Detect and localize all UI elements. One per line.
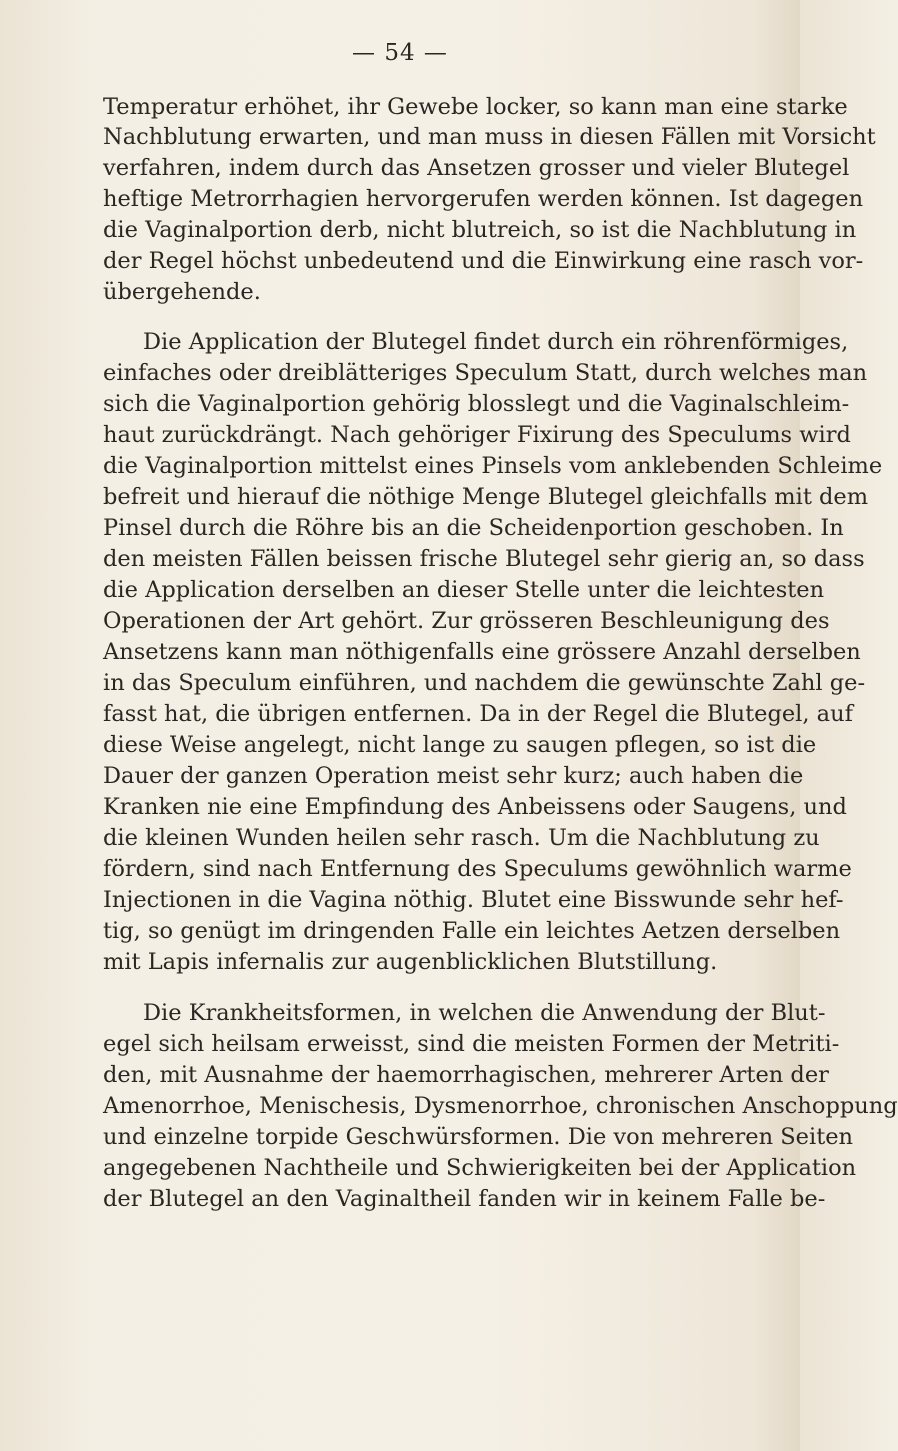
- text-line: der Blutegel an den Vaginaltheil fanden wir in keinem Falle be-: [103, 1186, 826, 1212]
- text-line: der Regel höchst unbedeutend und die Einwirkung eine rasch vor-: [103, 248, 864, 274]
- text-line: sich die Vaginalportion gehörig blosslegt und die Vaginalschleim-: [103, 391, 850, 417]
- text-line: Pinsel durch die Röhre bis an die Scheidenportion geschoben. In: [103, 515, 844, 541]
- text-line: befreit und hierauf die nöthige Menge Blutegel gleichfalls mit dem: [103, 484, 869, 510]
- text-line: Injectionen in die Vagina nöthig. Blutet eine Bisswunde sehr hef-: [103, 887, 844, 913]
- text-line: fördern, sind nach Entfernung des Speculums gewöhnlich warme: [103, 856, 852, 882]
- text-line: in das Speculum einführen, und nachdem die gewünschte Zahl ge-: [103, 670, 866, 696]
- text-line: die Vaginalportion derb, nicht blutreich, so ist die Nachblutung in: [103, 217, 857, 243]
- text-line: egel sich heilsam erweisst, sind die meisten Formen der Metriti-: [103, 1031, 840, 1057]
- text-line: heftige Metrorrhagien hervorgerufen werden können. Ist dagegen: [103, 186, 864, 212]
- text-line: verfahren, indem durch das Ansetzen grosser und vieler Blutegel: [103, 155, 850, 181]
- text-line: übergehende.: [103, 279, 261, 305]
- text-line: angegebenen Nachtheile und Schwierigkeiten bei der Application: [103, 1155, 857, 1181]
- text-line: die kleinen Wunden heilen sehr rasch. Um die Nachblutung zu: [103, 825, 820, 851]
- text-line: den, mit Ausnahme der haemorrhagischen, mehrerer Arten der: [103, 1062, 829, 1088]
- text-line: die Vaginalportion mittelst eines Pinsels vom anklebenden Schleime: [103, 453, 883, 479]
- text-line: tig, so genügt im dringenden Falle ein leichtes Aetzen derselben: [103, 918, 841, 944]
- text-line: Amenorrhoe, Menischesis, Dysmenorrhoe, chronischen Anschoppung: [103, 1093, 898, 1119]
- text-line: die Application derselben an dieser Stelle unter die leichtesten: [103, 577, 825, 603]
- text-line: Kranken nie eine Empfindung des Anbeissens oder Saugens, und: [103, 794, 847, 820]
- text-line: Temperatur erhöhet, ihr Gewebe locker, so kann man eine starke: [103, 94, 848, 120]
- text-line: und einzelne torpide Geschwürsformen. Die von mehreren Seiten: [103, 1124, 854, 1150]
- text-line: einfaches oder dreiblätteriges Speculum Statt, durch welches man: [103, 360, 868, 386]
- text-line: den meisten Fällen beissen frische Blutegel sehr gierig an, so dass: [103, 546, 865, 572]
- text-line: diese Weise angelegt, nicht lange zu saugen pflegen, so ist die: [103, 732, 817, 758]
- text-line: Nachblutung erwarten, und man muss in diesen Fällen mit Vorsicht: [103, 124, 876, 150]
- text-line: Operationen der Art gehört. Zur grösseren Beschleunigung des: [103, 608, 830, 634]
- paragraph-first-line: Die Krankheitsformen, in welchen die Anwendung der Blut-: [143, 1000, 826, 1026]
- text-line: Ansetzens kann man nöthigenfalls eine grössere Anzahl derselben: [103, 639, 861, 665]
- text-line: mit Lapis infernalis zur augenblicklichen Blutstillung.: [103, 949, 718, 975]
- paragraph-first-line: Die Application der Blutegel findet durch ein röhrenförmiges,: [143, 329, 849, 355]
- text-line: fasst hat, die übrigen entfernen. Da in der Regel die Blutegel, auf: [103, 701, 853, 727]
- text-line: Dauer der ganzen Operation meist sehr kurz; auch haben die: [103, 763, 804, 789]
- text-line: haut zurückdrängt. Nach gehöriger Fixirung des Speculums wird: [103, 422, 851, 448]
- page-number: — 54 —: [352, 40, 448, 66]
